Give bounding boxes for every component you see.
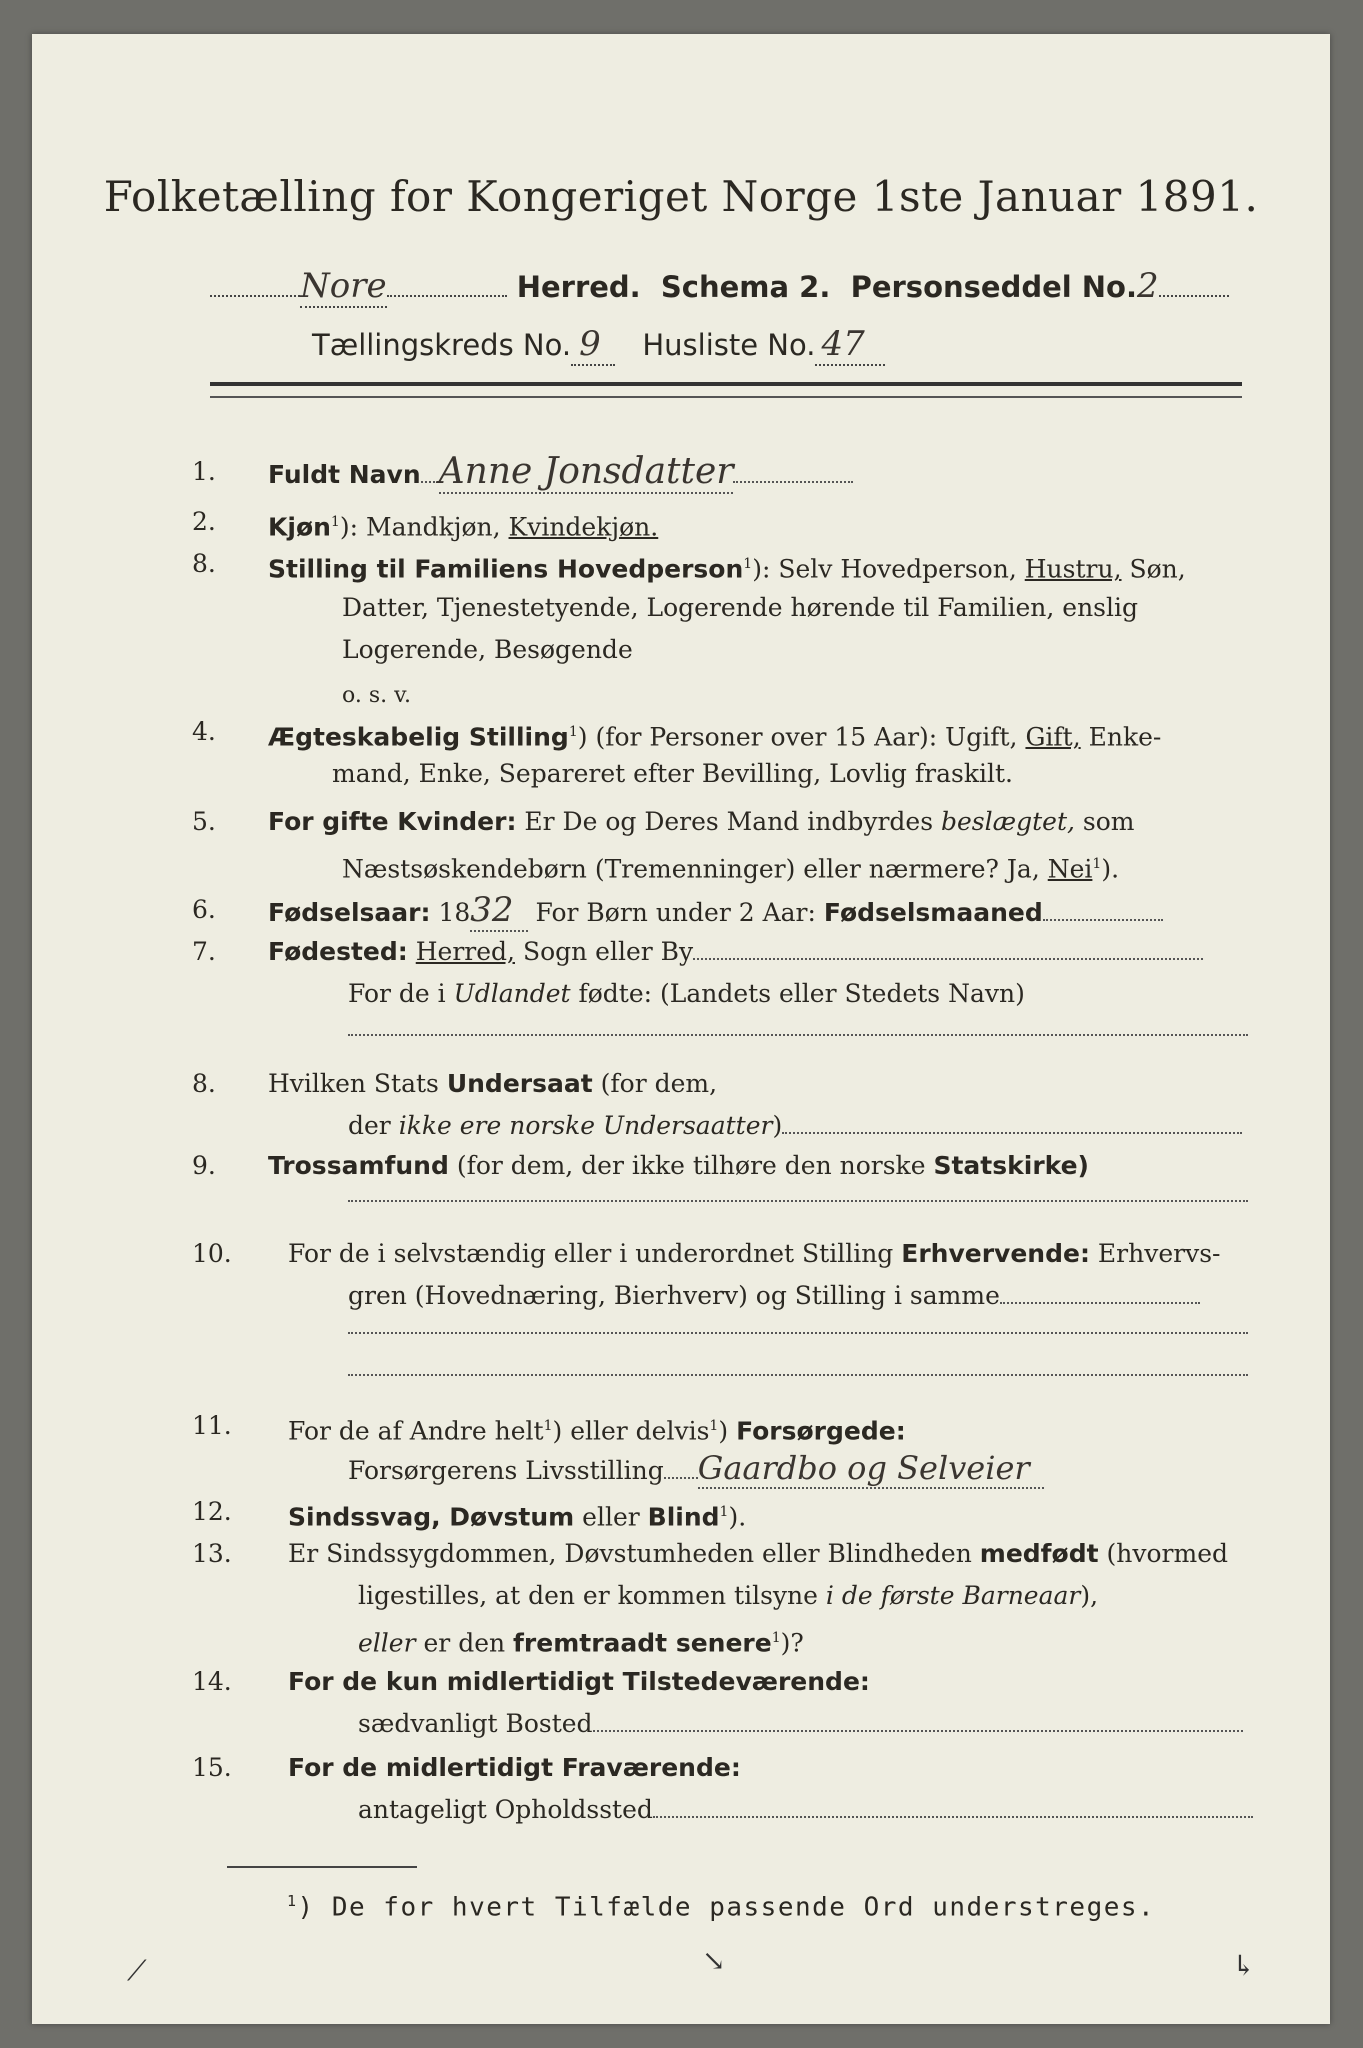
husliste-label: Husliste No.	[642, 328, 816, 362]
item-label: Trossamfund	[268, 1151, 449, 1180]
husliste-value: 47	[815, 324, 884, 366]
item-11-line2	[348, 1448, 1044, 1491]
item-text: (for dem, der ikke tilhøre den norske	[456, 1151, 926, 1180]
item-text: )?	[780, 1628, 804, 1658]
item-label: Fødselsmaaned	[823, 898, 1043, 927]
item-text: gren (Hovednæring, Bierhverv) og Stilling i samme	[348, 1281, 1000, 1310]
item-label: For de midlertidigt Fraværende:	[288, 1753, 741, 1782]
item-text: For de i	[348, 979, 446, 1008]
item-text: Sogn eller By	[522, 937, 694, 966]
item-8-line2	[348, 1106, 1242, 1146]
taellingskreds-value: 9	[571, 324, 615, 366]
header-line-herred	[210, 266, 1229, 306]
item-label: Fuldt Navn	[268, 460, 421, 489]
footnote-ref: 1	[568, 724, 578, 740]
item-label: Forsørgede:	[736, 1416, 906, 1446]
underlined-option: Nei	[1047, 854, 1093, 884]
fuldt-navn-value: Anne Jonsdatter	[438, 451, 734, 492]
item-text: For Børn under 2 Aar:	[535, 898, 816, 927]
item-number: 6.	[192, 895, 216, 924]
item-15-line2	[358, 1790, 1253, 1830]
item-text: er den	[423, 1628, 506, 1658]
item-label: Blind	[647, 1502, 720, 1532]
item-label: Stilling til Familiens Hovedperson	[268, 554, 744, 584]
item-13-line3	[358, 1618, 804, 1663]
personseddel-value: 2	[1137, 266, 1159, 306]
item-text: )	[718, 1416, 729, 1446]
footnote-ref: 1	[543, 1418, 553, 1434]
item-number: 1.	[192, 457, 216, 486]
item-text: Enke-	[1088, 722, 1162, 752]
item-10-blank-line-1	[348, 1332, 1248, 1334]
item-label: Undersaat	[446, 1069, 593, 1098]
corner-mark-right: ↳	[1232, 1949, 1256, 1982]
livsstilling-value: Gaardbo og Selveier	[698, 1449, 1044, 1489]
personseddel-label: Personseddel No.	[850, 270, 1137, 304]
item-number: 9.	[192, 1151, 216, 1180]
item-text: antageligt Opholdssted	[358, 1795, 653, 1824]
item-10-line2	[348, 1276, 1200, 1316]
item-4-line2: mand, Enke, Separeret efter Bevilling, Lovlig fraskilt.	[332, 759, 1013, 788]
item-text: Næstsøskendebørn (Tremenninger) eller nærmere? Ja,	[342, 854, 1040, 884]
corner-mark-center: ↘	[702, 1944, 726, 1977]
item-text: Er De og Deres Mand indbyrdes	[524, 807, 934, 836]
item-3-line4: o. s. v.	[342, 683, 411, 708]
item-number: 4.	[192, 717, 216, 746]
item-text: ).	[1101, 854, 1120, 884]
item-14-line2	[358, 1704, 1243, 1744]
item-label: fremtraadt senere	[513, 1628, 772, 1658]
item-italic: Udlandet	[453, 979, 571, 1008]
item-7-line2	[348, 974, 1025, 1014]
item-text: som	[1082, 807, 1135, 836]
header-rule-thick	[210, 382, 1242, 386]
herred-label: Herred.	[516, 270, 641, 304]
item-text: Hvilken Stats	[268, 1069, 439, 1098]
item-label: medfødt	[979, 1539, 1099, 1568]
underlined-option: Kvindekjøn.	[508, 512, 659, 542]
form-title: Folketælling for Kongeriget Norge 1ste Januar 1891.	[103, 172, 1259, 221]
item-10-blank-line-2	[348, 1374, 1248, 1376]
item-text: )	[772, 1111, 783, 1140]
item-number: 13.	[192, 1539, 232, 1568]
footnote-rule	[227, 1866, 417, 1868]
item-text: sædvanligt Bosted	[358, 1709, 593, 1738]
item-text: ) eller delvis	[552, 1416, 710, 1446]
item-3-line2: Datter, Tjenestetyende, Logerende hørende til Familien, enslig	[342, 593, 1139, 622]
item-italic: i de første Barneaar	[825, 1581, 1081, 1610]
item-text: For de af Andre helt	[288, 1416, 544, 1446]
item-text: ).	[728, 1502, 747, 1532]
item-number: 11.	[192, 1411, 232, 1440]
herred-value: Nore	[300, 266, 387, 306]
item-italic: ikke ere norske Undersaatter	[398, 1111, 773, 1140]
item-text: Erhvervs-	[1097, 1239, 1221, 1268]
item-number: 12.	[192, 1497, 232, 1526]
item-text: (for dem,	[600, 1069, 718, 1098]
item-13-line2	[358, 1576, 1098, 1616]
item-italic: beslægtet,	[941, 807, 1075, 836]
item-label: Kjøn	[268, 512, 331, 542]
item-number: 14.	[192, 1667, 232, 1696]
item-text: (hvormed	[1106, 1539, 1229, 1568]
item-text: der	[348, 1111, 391, 1140]
item-number: 5.	[192, 807, 216, 836]
item-text: ): Mandkjøn,	[339, 512, 501, 542]
underlined-option: Gift,	[1025, 722, 1081, 752]
item-number: 8.	[192, 549, 216, 578]
item-text: For de i selvstændig eller i underordnet Stilling	[288, 1239, 894, 1268]
item-text: eller	[582, 1502, 640, 1532]
item-label: Fødested:	[268, 937, 408, 966]
item-label: For de kun midlertidigt Tilstedeværende:	[288, 1667, 870, 1696]
item-9-blank-line	[348, 1200, 1248, 1202]
item-italic: eller	[358, 1628, 416, 1658]
item-label: For gifte Kvinder:	[268, 807, 517, 836]
item-text: ligestilles, at den er kommen tilsyne	[358, 1581, 818, 1610]
item-text: ): Selv Hovedperson,	[752, 554, 1017, 584]
item-label: Ægteskabelig Stilling	[268, 722, 569, 752]
item-text: ),	[1080, 1581, 1099, 1610]
item-label: Fødselsaar:	[268, 898, 431, 927]
footnote-ref: 1	[330, 514, 340, 530]
item-number: 10.	[192, 1239, 232, 1268]
item-text: Søn,	[1129, 554, 1186, 584]
corner-mark-left: ⟋	[127, 1954, 147, 1987]
schema-label: Schema 2.	[660, 270, 831, 304]
footnote	[287, 1892, 1155, 1923]
footnote-ref: 1	[709, 1418, 719, 1434]
footnote-ref: 1	[287, 1892, 298, 1910]
item-text: ) (for Personer over 15 Aar): Ugift,	[577, 722, 1018, 752]
item-3-line3: Logerende, Besøgende	[342, 635, 633, 664]
taellingskreds-label: Tællingskreds No.	[312, 328, 572, 362]
footnote-ref: 1	[743, 556, 753, 572]
item-7-blank-line	[348, 1034, 1248, 1036]
item-label: Erhvervende:	[901, 1239, 1090, 1268]
underlined-option: Herred,	[415, 937, 515, 966]
item-text: fødte: (Landets eller Stedets Navn)	[578, 979, 1025, 1008]
underlined-option: Hustru,	[1024, 554, 1122, 584]
item-number: 7.	[192, 937, 216, 966]
header-rule-thin	[210, 396, 1242, 398]
item-label: Statskirke)	[933, 1151, 1089, 1180]
item-label: Sindssvag, Døvstum	[288, 1502, 575, 1532]
item-number: 15.	[192, 1753, 232, 1782]
year-prefix: 18	[438, 898, 471, 927]
item-5-line2: Næstsøskendebørn (Tremenninger) eller nærmere? Ja, Nei$^1$).	[342, 854, 1120, 884]
footnote-ref: 1	[771, 1630, 781, 1646]
item-number: 8.	[192, 1069, 216, 1098]
header-line-kreds	[312, 324, 885, 364]
item-text: Er Sindssygdommen, Døvstumheden eller Blindheden	[288, 1539, 972, 1568]
census-form-sheet	[32, 34, 1330, 2024]
item-number: 2.	[192, 507, 216, 536]
item-text: Forsørgerens Livsstilling	[348, 1456, 664, 1485]
footnote-ref: 1	[719, 1504, 729, 1520]
fodselsaar-value: 32	[470, 890, 527, 932]
footnote-text: ) De for hvert Tilfælde passende Ord understreges.	[297, 1892, 1156, 1923]
